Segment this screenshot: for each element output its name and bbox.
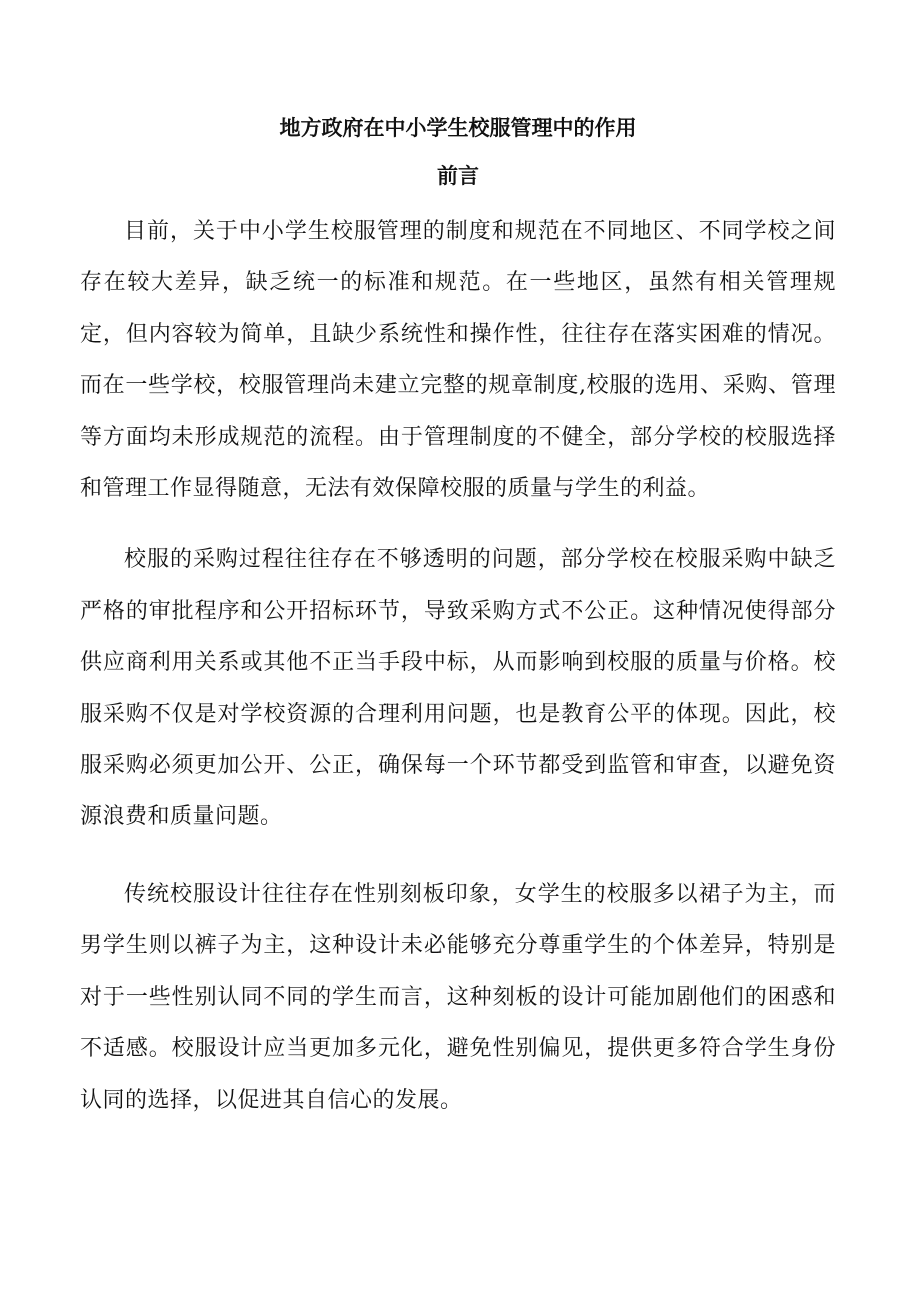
document-page bbox=[80, 108, 836, 1126]
section-heading: 前言 bbox=[437, 163, 479, 188]
document-title: 地方政府在中小学生校服管理中的作用 bbox=[279, 115, 637, 140]
paragraph-3: 传统校服设计往往存在性别刻板印象，女学生的校服多以裙子为主，而男学生则以裤子为主，这种设计未必能够充分尊重学生的个体差异，特别是对于一些性别认同不同的学生而言，这种刻板的设计可能加剧他们的困惑和不适感。校服设计应当更加多元化，避免性别偏见，提供更多符合学生身份认同的选择，以促进其自信心的发展。 bbox=[80, 881, 836, 1113]
paragraph-1: 目前，关于中小学生校服管理的制度和规范在不同地区、不同学校之间存在较大差异，缺乏统一的标准和规范。在一些地区，虽然有相关管理规定，但内容较为简单，且缺少系统性和操作性，往往存在落实困难的情况。而在一些学校，校服管理尚未建立完整的规章制度,校服的选用、采购、管理等方面均未形成规范的流程。由于管理制度的不健全，部分学校的校服选择和管理工作显得随意，无法有效保障校服的质量与学生的利益。 bbox=[80, 219, 836, 502]
paragraph-2: 校服的采购过程往往存在不够透明的问题，部分学校在校服采购中缺乏严格的审批程序和公开招标环节，导致采购方式不公正。这种情况使得部分供应商利用关系或其他不正当手段中标，从而影响到校服的质量与价格。校服采购不仅是对学校资源的合理利用问题，也是教育公平的体现。因此，校服采购必须更加公开、公正，确保每一个环节都受到监管和审查，以避免资源浪费和质量问题。 bbox=[80, 547, 836, 830]
